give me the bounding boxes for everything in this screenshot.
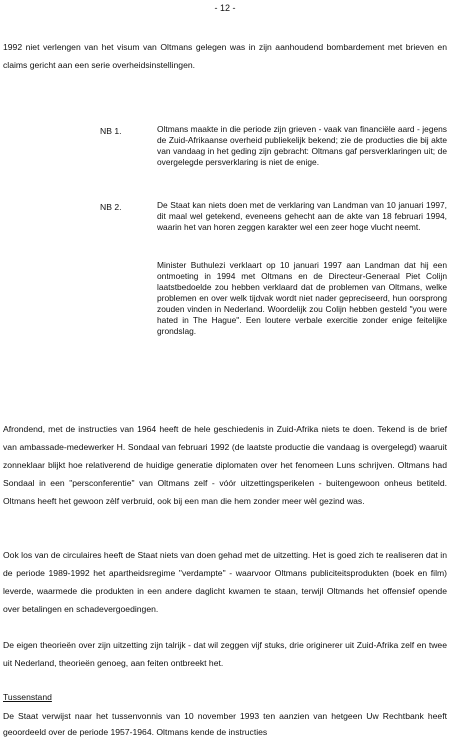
section-paragraph: De Staat verwijst naar het tussenvonnis van 10 november 1993 ten aanzien van hetgeen Uw Rechtbank heeft geoordeeld over de periode 1957-1964. Oltmans kende de instructies [3, 711, 447, 737]
intro-paragraph: 1992 niet verlengen van het visum van Oltmans gelegen was in zijn aanhoudend bombardement met brieven en claims gericht aan een serie overheidsinstellingen. [3, 42, 447, 70]
note-paragraph: Minister Buthulezi verklaart op 10 januari 1997 aan Landman dat hij een ontmoeting in 1994 met Oltmans en de Directeur-Generaal Piet Colijn laatstbedoelde zou hebben verklaard dat de problemen van Oltmans, welke problemen en over welk tijdvak wordt niet nader gepreciseerd, hun oorsprong zouden vinden in Nederland. Woordelijk zou Colijn hebben gesteld "you were hated in The Hague". Een loutere verbale exercitie zonder enige feitelijke grondslag. [157, 260, 447, 336]
note-paragraph: Oltmans maakte in die periode zijn grieven - vaak van financiële aard - jegens de Zuid-Afrikaanse overheid publiekelijk bekend; zie de producties die bij akte van vandaag in het geding zijn gebracht: Oltmans gaf persverklaringen uit; de overgelegde persverklaring is niet de enige. [157, 124, 447, 167]
note-label: NB 1. [100, 126, 122, 136]
page-number: - 12 - [214, 3, 236, 13]
body-paragraph: Ook los van de circulaires heeft de Staat niets van doen gehad met de uitzetting. Het is goed zich te realiseren dat in de periode 1989-1992 het apartheidsregime "verdampte" - waarvoor Oltmans publiciteitsprodukten (boek en film) leverde, waarmede die produkten in een andere daglicht kwamen te staan, terwijl Oltmands het offensief opende over betalingen en schadevergoedingen. [3, 550, 447, 614]
note-label: NB 2. [100, 202, 122, 212]
note-paragraph: De Staat kan niets doen met de verklaring van Landman van 10 januari 1997, dit maal wel getekend, eveneens gehecht aan de akte van 18 februari 1994, waarin het van horen zeggen karakter wel een zeer hoge vlucht neemt. [157, 200, 447, 232]
body-paragraph: De eigen theorieën over zijn uitzetting zijn talrijk - dat wil zeggen vijf stuks, drie originerer uit Zuid-Afrika zelf en twee uit Nederland, theorieën genoeg, aan feiten ontbreekt het. [3, 640, 447, 668]
body-paragraph: Afrondend, met de instructies van 1964 heeft de hele geschiedenis in Zuid-Afrika niets te doen. Tekend is de brief van ambassade-medewerker H. Sondaal van februari 1992 (de laatste productie die vandaag is overgelegd) waaruit zonneklaar blijkt hoe relativerend de huidige generatie diplomaten over het fenomeen Luns schrijven. Oltmans had Sondaal in een "persconferentie" van Oltmans zelf - vóór uitzettingsperikelen - buitengewoon onheus betiteld. Oltmans heeft het gewoon zèlf verbruid, ook bij een man die hem zonder meer wèl gezind was. [3, 424, 447, 506]
section-heading: Tussenstand [3, 692, 52, 702]
